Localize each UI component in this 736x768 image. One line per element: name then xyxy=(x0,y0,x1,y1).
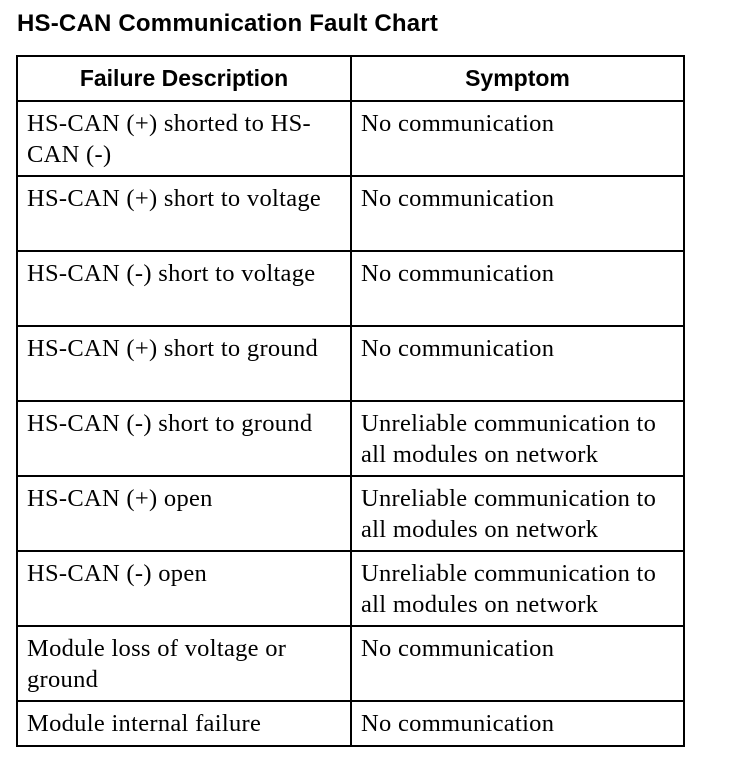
failure-description-text: HS-CAN (+) short to voltage xyxy=(27,185,322,212)
failure-description-cell xyxy=(17,401,351,476)
symptom-cell xyxy=(351,176,684,251)
failure-description-text: Module loss of voltage or ground xyxy=(27,635,287,693)
symptom-cell xyxy=(351,551,684,626)
failure-description-text: HS-CAN (-) open xyxy=(27,560,208,587)
table-row xyxy=(17,626,684,701)
symptom-text: No communication xyxy=(361,635,555,662)
symptom-cell xyxy=(351,626,684,701)
failure-description-text: HS-CAN (+) open xyxy=(27,485,213,512)
table-row xyxy=(17,251,684,326)
table-row xyxy=(17,101,684,176)
failure-description-cell xyxy=(17,626,351,701)
failure-description-text: HS-CAN (-) short to ground xyxy=(27,410,313,437)
table-row xyxy=(17,701,684,746)
symptom-cell xyxy=(351,101,684,176)
symptom-cell xyxy=(351,701,684,746)
symptom-text: Unreliable communication to all modules on network xyxy=(361,410,657,468)
page-title: HS-CAN Communication Fault Chart xyxy=(17,10,439,37)
table-row xyxy=(17,176,684,251)
symptom-cell xyxy=(351,251,684,326)
failure-description-cell xyxy=(17,101,351,176)
failure-description-text: HS-CAN (-) short to voltage xyxy=(27,260,316,287)
failure-description-cell xyxy=(17,701,351,746)
symptom-cell xyxy=(351,326,684,401)
column-header-symptom: Symptom xyxy=(351,56,684,101)
symptom-text: Unreliable communication to all modules on network xyxy=(361,560,657,618)
symptom-cell xyxy=(351,476,684,551)
column-header-failure-description: Failure Description xyxy=(17,56,351,101)
failure-description-text: Module internal failure xyxy=(27,710,262,737)
symptom-text: No communication xyxy=(361,185,555,212)
failure-description-cell xyxy=(17,326,351,401)
table-row xyxy=(17,326,684,401)
symptom-text: No communication xyxy=(361,260,555,287)
failure-description-cell xyxy=(17,476,351,551)
failure-description-cell xyxy=(17,551,351,626)
symptom-cell xyxy=(351,401,684,476)
failure-description-cell xyxy=(17,176,351,251)
failure-description-text: HS-CAN (+) short to ground xyxy=(27,335,319,362)
failure-description-cell xyxy=(17,251,351,326)
table-row xyxy=(17,401,684,476)
symptom-text: No communication xyxy=(361,710,555,737)
symptom-text: No communication xyxy=(361,335,555,362)
symptom-text: No communication xyxy=(361,110,555,137)
table-header-row xyxy=(17,56,684,101)
fault-chart-table xyxy=(16,55,685,747)
failure-description-text: HS-CAN (+) shorted to HS-CAN (-) xyxy=(27,110,311,168)
symptom-text: Unreliable communication to all modules on network xyxy=(361,485,657,543)
table-row xyxy=(17,476,684,551)
table-row xyxy=(17,551,684,626)
